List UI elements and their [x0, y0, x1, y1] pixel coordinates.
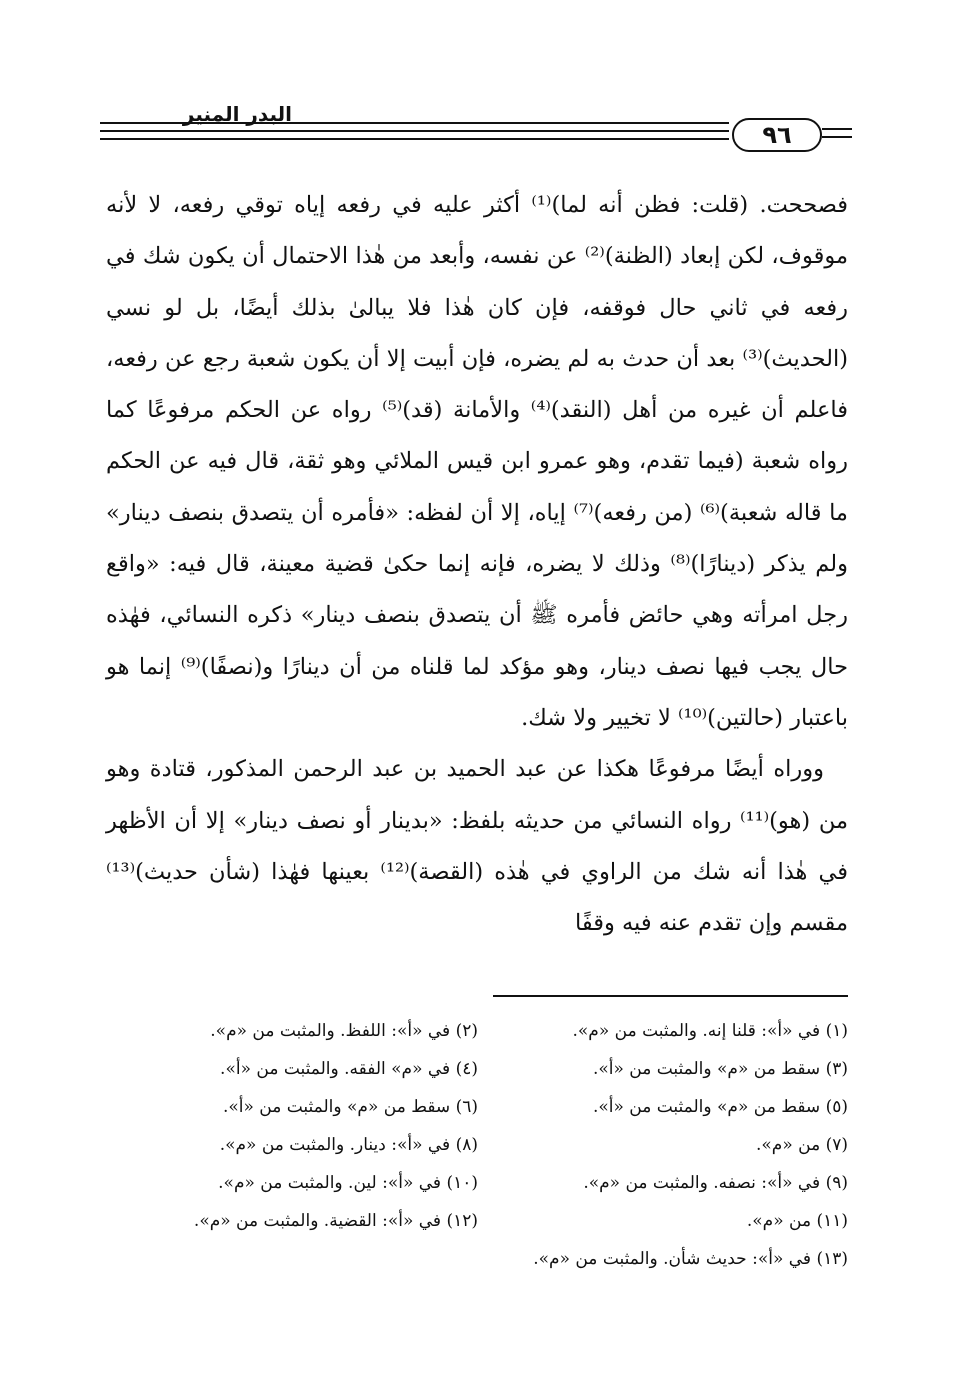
footnote: (١٢) في «أ»: القضية. والمثبت من «م». [193, 1211, 478, 1231]
footnote-separator [493, 995, 848, 997]
footnote: (٨) في «أ»: دينار. والمثبت من «م». [219, 1135, 478, 1155]
paragraph: ووراه أيضًا مرفوعًا هكذا عن عبد الحميد بن عبد الرحمن المذكور، قتادة وهو من (هو)⁽¹¹⁾ رواه النسائي من حديثه بلفظ: «بدينار أو نصف دينار» إلا أن الأظهر في هٰذا أنه شك من الراوي في هٰذه (القصة)⁽¹²⁾ بعينها فهٰذا (شأن حديث)⁽¹³⁾ مقسم وإن تقدم عنه فيه وقفًا [106, 756, 849, 937]
footnote: (١٣) في «أ»: حديث شأن. والمثبت من «م». [533, 1249, 848, 1269]
book-title: البدر المنير [182, 102, 292, 126]
footnote-row [108, 1240, 848, 1278]
page-number: ٩٦ [732, 118, 822, 152]
main-text [106, 180, 848, 949]
header-rule [100, 130, 729, 132]
footnote: (٩) في «أ»: نصفه. والمثبت من «م». [583, 1173, 848, 1193]
footnote-row [108, 1012, 848, 1050]
header-rule [822, 128, 852, 130]
running-header [100, 100, 852, 160]
footnote-row [108, 1050, 848, 1088]
footnote: (١) في «أ»: قلنا إنه. والمثبت من «م». [572, 1021, 848, 1041]
footnote: (١٠) في «أ»: لين. والمثبت من «م». [218, 1173, 478, 1193]
footnote: (٥) سقط من «م» والمثبت من «أ». [592, 1097, 848, 1117]
footnote-row [108, 1164, 848, 1202]
paragraph: فصححت. (قلت: فظن أنه لما)⁽¹⁾ أكثر عليه في رفعه إياه توقي رفعه، لا لأنه موقوف، لكن إبعاد (الظنة)⁽²⁾ عن نفسه، وأبعد من هٰذا الاحتمال أن يكون شك في رفعه في ثاني حال فوقفه، فإن كان هٰذا فلا يبالىٰ بذلك أيضًا، بل لو نسي (الحديث)⁽³⁾ بعد أن حدث به لم يضره، فإن أبيت إلا أن يكون شعبة رجع عن رفعه، فاعلم أن غيره من أهل (النقد)⁽⁴⁾ والأمانة (قد)⁽⁵⁾ رواه عن الحكم مرفوعًا كما رواه شعبة (فيما تقدم، وهو عمرو ابن قيس الملائي وهو ثقة، قال فيه عن الحكم ما قاله شعبة)⁽⁶⁾ (من رفعه)⁽⁷⁾ إياه، إلا أن لفظه: «فأمره أن يتصدق بنصف دينار» ولم يذكر (دينارًا)⁽⁸⁾ وذلك لا يضره، فإنه إنما حكىٰ قضية معينة، قال فيه: «واقع رجل امرأته وهي حائض فأمره ﷺ أن يتصدق بنصف دينار» ذكره النسائي، فهٰذه حال يجب فيها نصف دينار، وهو مؤكد لما قلناه من أن دينارًا و(نصفًا)⁽⁹⁾ إنما هو باعتبار (حالتين)⁽¹⁰⁾ لا تخيير ولا شك. [106, 192, 849, 731]
footnote: (١١) من «م». [746, 1211, 848, 1231]
header-rule [100, 138, 729, 140]
footnotes [108, 1012, 848, 1278]
footnote-row [108, 1202, 848, 1240]
header-rule [100, 122, 729, 124]
footnote: (٢) في «أ»: اللفظ. والمثبت من «م». [210, 1021, 478, 1041]
footnote-row [108, 1088, 848, 1126]
header-rule [822, 136, 852, 138]
footnote: (٦) سقط من «م» والمثبت من «أ». [222, 1097, 478, 1117]
footnote: (٤) في «م» الفقه. والمثبت من «أ». [220, 1059, 478, 1079]
footnote: (٣) سقط من «م» والمثبت من «أ». [592, 1059, 848, 1079]
footnote: (٧) من «م». [756, 1135, 848, 1155]
footnote-row [108, 1126, 848, 1164]
